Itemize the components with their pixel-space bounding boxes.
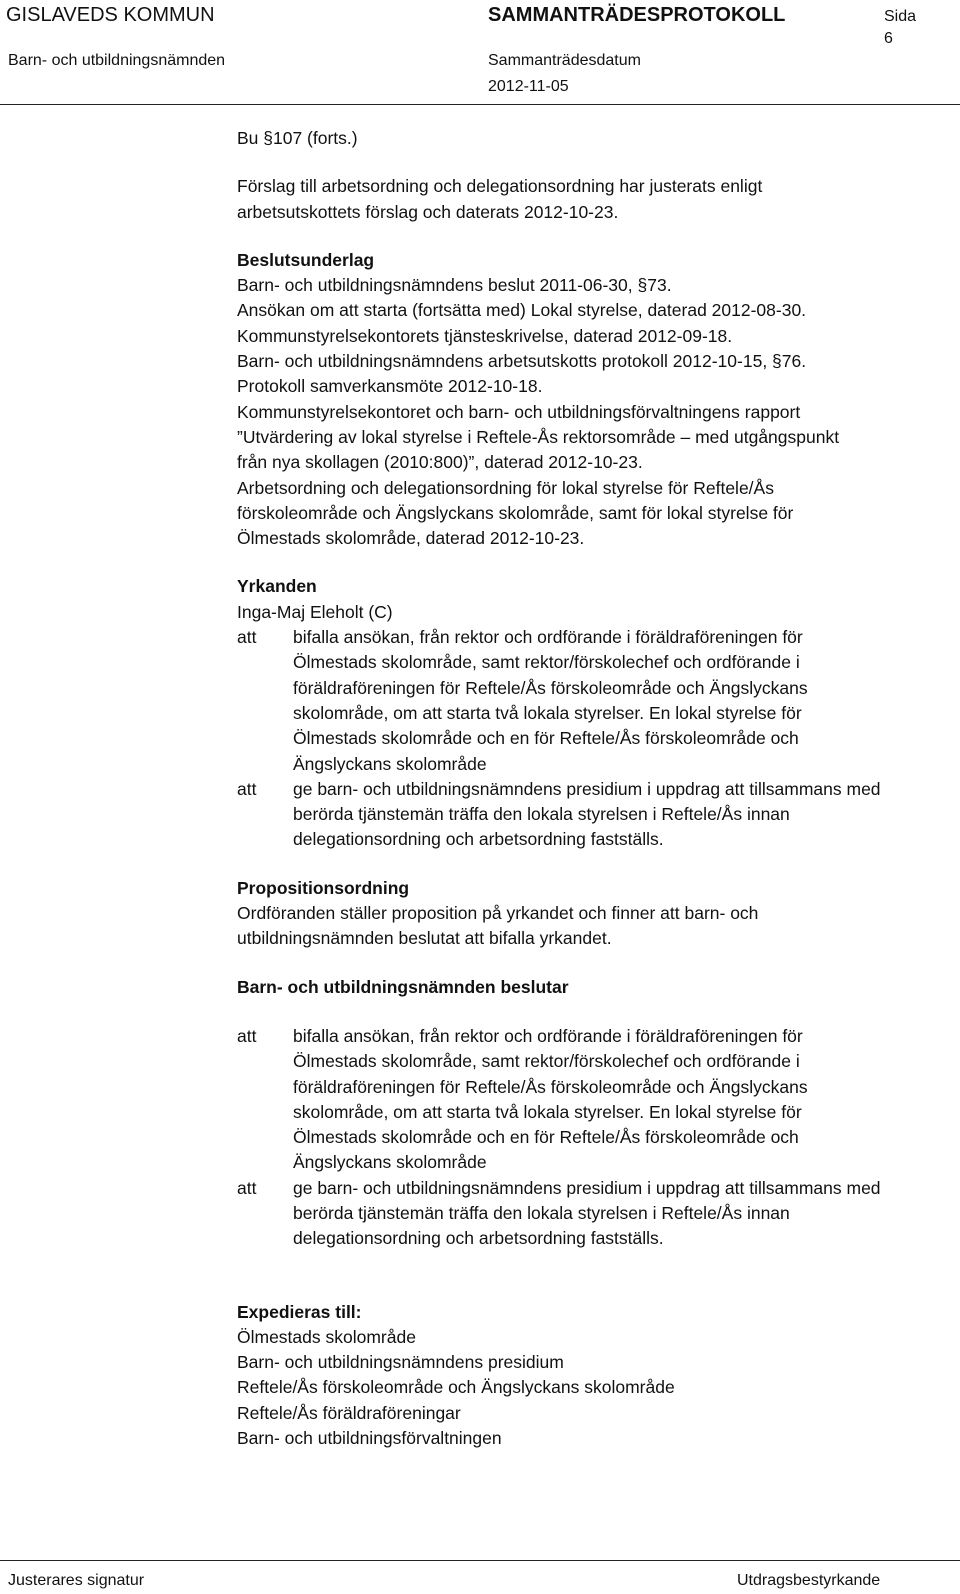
dispatch-heading: Expedieras till:: [237, 1301, 362, 1322]
claim-key: att: [237, 778, 257, 799]
claims-heading: Yrkanden: [237, 576, 317, 597]
decision-line: bifalla ansökan, från rektor och ordförande i föräldraföreningen för: [293, 1025, 803, 1046]
document-type: SAMMANTRÄDESPROTOKOLL: [488, 4, 786, 26]
decision-item: [237, 1024, 947, 1176]
decision-line: Ängslyckans skolområde: [293, 1152, 487, 1173]
decision-key: att: [237, 1177, 257, 1198]
dispatch-line: Reftele/Ås föräldraföreningar: [237, 1402, 461, 1423]
claim-item: [237, 777, 947, 853]
committee-name: Barn- och utbildningsnämnden: [8, 52, 226, 69]
claim-line: ge barn- och utbildningsnämndens presidium i uppdrag att tillsammans med: [293, 778, 881, 799]
decision-line: föräldraföreningen för Reftele/Ås förskoleområde och Ängslyckans: [293, 1076, 808, 1097]
decision-line: berörda tjänstemän träffa den lokala styrelsen i Reftele/Ås innan: [293, 1202, 790, 1223]
basis-line: Barn- och utbildningsnämndens beslut 2011-06-30, §73.: [237, 275, 672, 296]
claim-item: [237, 625, 947, 777]
intro-line: arbetsutskottets förslag och daterats 2012-10-23.: [237, 201, 619, 222]
proposition-line: utbildningsnämnden beslutat att bifalla yrkandet.: [237, 928, 612, 949]
basis-line: ”Utvärdering av lokal styrelse i Reftele-Ås rektorsområde – med utgångspunkt: [237, 426, 840, 447]
header-divider: [0, 104, 960, 105]
intro-paragraph: [237, 174, 947, 225]
decision-line: skolområde, om att starta två lokala styrelser. En lokal styrelse för: [293, 1101, 802, 1122]
proposition-heading: Propositionsordning: [237, 877, 410, 898]
claim-key: att: [237, 627, 257, 648]
claimant: Inga-Maj Eleholt (C): [237, 601, 393, 622]
claim-line: bifalla ansökan, från rektor och ordförande i föräldraföreningen för: [293, 627, 803, 648]
decision-text: [293, 1024, 947, 1176]
dispatch-line: Ölmestads skolområde: [237, 1326, 416, 1347]
basis-line: Kommunstyrelsekontorets tjänsteskrivelse, daterad 2012-09-18.: [237, 325, 733, 346]
decision-item: [237, 1176, 947, 1252]
claim-text: [293, 777, 947, 853]
page-number: 6: [884, 30, 893, 47]
basis-list: [237, 273, 947, 551]
organization-name: GISLAVEDS KOMMUN: [6, 4, 215, 26]
claim-line: Ölmestads skolområde, samt rektor/förskolechef och ordförande i: [293, 652, 800, 673]
dispatch-line: Barn- och utbildningsnämndens presidium: [237, 1352, 564, 1373]
proposition-line: Ordföranden ställer proposition på yrkandet och finner att barn- och: [237, 903, 759, 924]
footer-divider: [0, 1560, 960, 1561]
claim-line: Ölmestads skolområde och en för Reftele/Ås förskoleområde och: [293, 728, 799, 749]
page-label: Sida: [884, 8, 917, 25]
basis-line: Barn- och utbildningsnämndens arbetsutskotts protokoll 2012-10-15, §76.: [237, 351, 807, 372]
dispatch-line: Barn- och utbildningsförvaltningen: [237, 1428, 502, 1449]
decision-heading: Barn- och utbildningsnämnden beslutar: [237, 976, 569, 997]
basis-line: förskoleområde och Ängslyckans skolområde, samt för lokal styrelse för: [237, 502, 794, 523]
basis-line: Protokoll samverkansmöte 2012-10-18.: [237, 376, 543, 397]
decision-line: delegationsordning och arbetsordning fastställs.: [293, 1228, 664, 1249]
claim-text: [293, 625, 947, 777]
basis-line: Kommunstyrelsekontoret och barn- och utbildningsförvaltningens rapport: [237, 401, 801, 422]
claim-line: delegationsordning och arbetsordning fastställs.: [293, 829, 664, 850]
footer-certification-label: Utdragsbestyrkande: [737, 1572, 881, 1589]
meeting-date-label: Sammanträdesdatum: [488, 52, 641, 69]
basis-line: Ölmestads skolområde, daterad 2012-10-23.: [237, 528, 585, 549]
decision-key: att: [237, 1025, 257, 1046]
section-ref: Bu §107 (forts.): [237, 128, 358, 148]
decision-line: ge barn- och utbildningsnämndens presidium i uppdrag att tillsammans med: [293, 1177, 881, 1198]
intro-line: Förslag till arbetsordning och delegationsordning har justerats enligt: [237, 176, 763, 197]
basis-heading: Beslutsunderlag: [237, 249, 375, 270]
claim-line: skolområde, om att starta två lokala styrelser. En lokal styrelse för: [293, 702, 802, 723]
dispatch-line: Reftele/Ås förskoleområde och Ängslyckans skolområde: [237, 1377, 675, 1398]
decision-text: [293, 1176, 947, 1252]
decision-line: Ölmestads skolområde och en för Reftele/Ås förskoleområde och: [293, 1127, 799, 1148]
basis-line: Ansökan om att starta (fortsätta med) Lokal styrelse, daterad 2012-08-30.: [237, 300, 807, 321]
protocol-body: [237, 126, 947, 1451]
claim-line: berörda tjänstemän träffa den lokala styrelsen i Reftele/Ås innan: [293, 804, 790, 825]
footer-signature-label: Justerares signatur: [8, 1572, 145, 1589]
claim-line: föräldraföreningen för Reftele/Ås förskoleområde och Ängslyckans: [293, 677, 808, 698]
claim-line: Ängslyckans skolområde: [293, 753, 487, 774]
basis-line: från nya skollagen (2010:800)”, daterad 2012-10-23.: [237, 452, 643, 473]
basis-line: Arbetsordning och delegationsordning för lokal styrelse för Reftele/Ås: [237, 477, 774, 498]
meeting-date: 2012-11-05: [488, 78, 569, 95]
decision-line: Ölmestads skolområde, samt rektor/förskolechef och ordförande i: [293, 1051, 800, 1072]
